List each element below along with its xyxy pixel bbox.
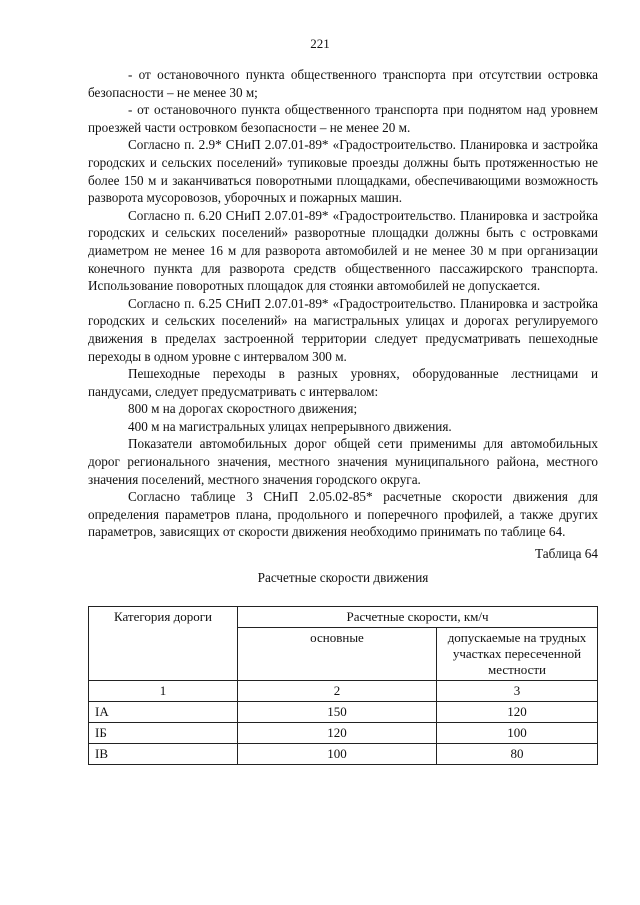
col-number: 1 (89, 681, 238, 702)
row-category: IБ (89, 723, 238, 744)
table-row (89, 723, 598, 744)
page-number: 221 (310, 36, 330, 51)
row-main: 100 (238, 744, 437, 765)
row-category: IВ (89, 744, 238, 765)
row-allowed: 80 (437, 744, 598, 765)
header-main: основные (238, 628, 437, 681)
table-header-row (89, 607, 598, 628)
speeds-table (88, 606, 598, 765)
paragraph: Пешеходные переходы в разных уровнях, оборудованные лестницами и пандусами, следует предусматривать с интервалом: (88, 366, 598, 399)
paragraph: - от остановочного пункта общественного транспорта при поднятом над уровнем проезжей части островком безопасности – не менее 20 м. (88, 102, 598, 135)
row-allowed: 120 (437, 702, 598, 723)
paragraph: Согласно п. 6.25 СНиП 2.07.01-89* «Градостроительство. Планировка и застройка городских и сельских поселений» на магистральных улицах и дорогах регулируемого движения в пределах застроенной территории следует предусматривать пешеходные переходы в одном уровне с интервалом 300 м. (88, 295, 598, 364)
paragraph: Согласно таблице 3 СНиП 2.05.02-85* расчетные скорости движения для определения параметров плана, продольного и поперечного профилей, а также других параметров, зависящих от скорости движения необходимо принимать по таблице 64. (88, 489, 598, 540)
table-title: Расчетные скорости движения (257, 569, 429, 585)
header-category: Категория дороги (89, 607, 238, 681)
col-number: 3 (437, 681, 598, 702)
paragraph: Показатели автомобильных дорог общей сети применимы для автомобильных дорог регионального значения, местного значения муниципального района, местного значения поселений, местного значения городского округа. (88, 436, 598, 487)
row-category: IА (89, 702, 238, 723)
table-row (89, 744, 598, 765)
header-allowed: допускаемые на трудных участках пересеченной местности (437, 628, 598, 681)
paragraph: 400 м на магистральных улицах непрерывного движения. (128, 418, 452, 434)
col-number: 2 (238, 681, 437, 702)
paragraph: Согласно п. 6.20 СНиП 2.07.01-89* «Градостроительство. Планировка и застройка городских и сельских поселений» разворотные площадки должны быть с островками диаметром не менее 16 м для разворота автомобилей и не менее 30 м при организации конечного пункта для разворота средств общественного пассажирского транспорта. Использование поворотных площадок для стоянки автомобилей не допускается. (88, 207, 598, 294)
row-main: 150 (238, 702, 437, 723)
row-allowed: 100 (437, 723, 598, 744)
header-speeds: Расчетные скорости, км/ч (238, 607, 598, 628)
paragraph: 800 м на дорогах скоростного движения; (128, 401, 358, 417)
table-number-row (89, 681, 598, 702)
document-body (88, 66, 598, 765)
table-label: Таблица 64 (535, 546, 598, 562)
row-main: 120 (238, 723, 437, 744)
paragraph: - от остановочного пункта общественного транспорта при отсутствии островка безопасности – не менее 30 м; (88, 67, 598, 100)
paragraph: Согласно п. 2.9* СНиП 2.07.01-89* «Градостроительство. Планировка и застройка городских и сельских поселений» тупиковые проезды должны быть протяженностью не более 150 м и заканчиваться поворотными площадками, обеспечивающими возможность разворота мусоровозов, уборочных и пожарных машин. (88, 137, 598, 206)
table-row (89, 702, 598, 723)
